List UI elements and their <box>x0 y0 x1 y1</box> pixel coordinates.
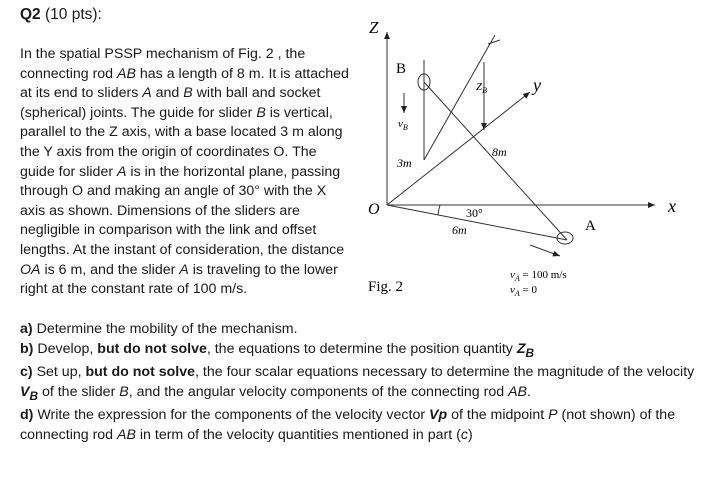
part-b <box>20 340 700 363</box>
problem-text: is in the horizontal plane, passing through O and making an angle of 30° with the X axis as shown. Dimensions of the sliders are negligible in comparison with the link and offset lengths. At the instant of consideration, the distance <box>20 163 345 258</box>
italic-symbol: AB <box>117 65 136 82</box>
part-text: Develop, <box>33 340 98 357</box>
guide-top-tick <box>488 40 500 44</box>
angle-arc <box>438 205 440 215</box>
vb-label: $v_B$ <box>398 118 408 132</box>
y-axis <box>387 92 530 205</box>
problem-statement <box>20 45 352 300</box>
part-text: , the equations to determine the position quantity <box>206 340 517 357</box>
problem-text: In the spatial PSSP mechanism of Fig. 2 , the connecting rod <box>20 46 306 82</box>
dim-6m: 6m <box>452 223 467 237</box>
part-c <box>20 363 700 406</box>
italic-symbol: B <box>256 104 266 121</box>
italic-symbol: P <box>548 407 558 424</box>
problem-text: is vertical, parallel to the Z axis, with a base located 3 m along the Y axis from the origin of coordinates O. The guide for slider <box>20 104 343 180</box>
part-text: Determine the mobility of the mechanism. <box>32 321 298 337</box>
dim-8m: 8m <box>492 145 507 159</box>
part-text: Write the expression for the components of the velocity vector <box>33 407 430 424</box>
origin-label: O <box>368 201 380 218</box>
question-header <box>20 6 102 24</box>
problem-text: is traveling to the lower right at the constant rate of 100 m/s. <box>20 261 338 298</box>
part-text: in term of the velocity quantities mentioned in part ( <box>135 426 461 443</box>
question-label: Q2 <box>20 6 41 23</box>
symbol: V <box>20 383 30 400</box>
italic-symbol: B <box>119 383 129 400</box>
italic-symbol: AB <box>508 383 528 400</box>
symbol-subscript: B <box>525 345 535 360</box>
part-label: c) <box>20 364 33 381</box>
part-text: , and the angular velocity components of the connecting rod <box>128 383 509 400</box>
angle-label: 30° <box>466 206 483 220</box>
part-a <box>20 320 700 340</box>
part-label: b) <box>20 340 34 357</box>
part-label: d) <box>20 407 34 424</box>
va-arrow <box>530 245 560 256</box>
question-parts <box>20 320 700 445</box>
slider-b-label: B <box>396 61 407 77</box>
italic-symbol: c <box>460 426 468 443</box>
part-text: , the four scalar equations necessary to determine the magnitude of the velocity <box>195 364 695 381</box>
italic-symbol: A <box>117 163 127 180</box>
question-points: (10 pts): <box>45 6 102 23</box>
part-text: (not shown) of the connecting rod <box>20 407 676 443</box>
axis-z-label: Z <box>369 18 379 37</box>
part-text: of the slider <box>38 383 120 400</box>
va-value: $v_A = 100$ m/s <box>510 269 567 283</box>
emphasis: but do not solve <box>97 340 207 357</box>
va-dot-value: $v_A = 0$ <box>510 284 537 298</box>
italic-symbol: A <box>142 85 152 102</box>
symbol: Vp <box>429 407 448 424</box>
axis-y-label: y <box>533 75 541 95</box>
axis-x-label: x <box>668 196 676 216</box>
part-text: . <box>527 383 531 400</box>
part-label: a) <box>20 321 33 337</box>
symbol: Z <box>516 340 526 357</box>
problem-text: and <box>151 85 184 102</box>
problem-text: is 6 m, and the slider <box>40 261 180 278</box>
part-text: Set up, <box>32 364 86 381</box>
symbol-subscript: B <box>29 388 39 403</box>
part-text: of the midpoint <box>447 407 549 424</box>
italic-symbol: B <box>183 85 193 102</box>
problem-text: has a length of 8 m. It is attached at its end to sliders <box>20 65 349 102</box>
mechanism-figure <box>355 10 705 310</box>
part-text: ) <box>467 426 473 443</box>
zb-label: $Z_B$ <box>476 81 488 95</box>
italic-symbol: A <box>179 261 189 278</box>
emphasis: but do not solve <box>85 364 196 381</box>
dim-3m: 3m <box>397 156 412 170</box>
problem-text: with ball and socket (spherical) joints. The guide for slider <box>20 85 321 121</box>
italic-symbol: AB <box>117 426 136 443</box>
slider-a-label: A <box>585 218 596 234</box>
italic-symbol: OA <box>20 261 41 278</box>
figure-caption: Fig. 2 <box>368 279 404 295</box>
part-d <box>20 406 700 445</box>
